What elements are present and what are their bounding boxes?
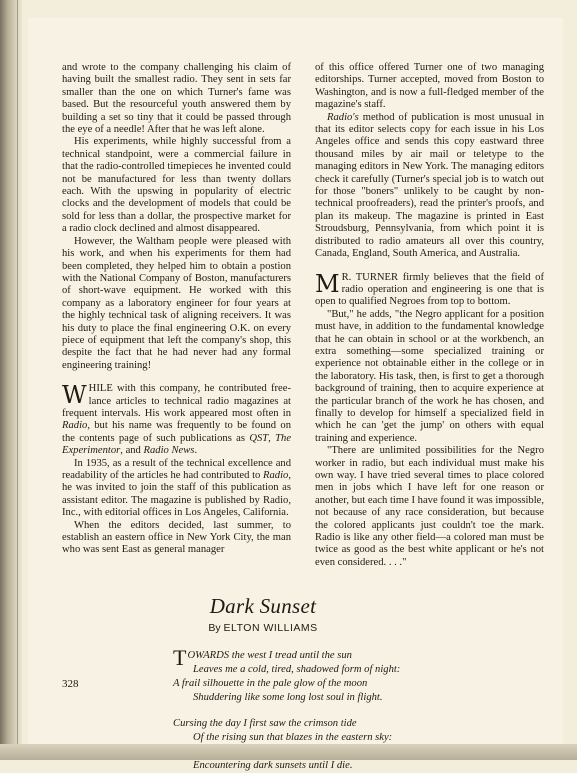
drop-cap: W xyxy=(62,381,87,410)
paragraph: His experiments, while highly successful from a technical standpoint, were a commercial failure in that the radio-controlled timepieces he invented could not be manufactured for less than twenty dollars each. With the upswing in popularity of electric clocks and the development of models that could be sold for less than a dollar, the prospective market for a radio clock declined and almost disappeared. xyxy=(62,136,291,235)
poem-line: Leaves me a cold, tired, shadowed form of night: xyxy=(193,664,401,675)
poem-line: TOWARDS the west I tread until the sun xyxy=(173,645,352,670)
publication-name: The Experimentor xyxy=(62,432,292,457)
drop-cap: M xyxy=(315,269,340,298)
page-number: 328 xyxy=(62,678,79,690)
poem-line: Shuddering like some long lost soul in flight. xyxy=(193,692,383,703)
paragraph: However, the Waltham people were pleased with his work, and when his experiments for them had been completed, they helped him to obtain a postion with the National Company of Boston, manufacturers of short-wave equipment. He worked with this company as a laboratory engineer for four years at the highly technical task of aligning receivers. It was his duty to place the final engineering O.K. on every piece of equipment that left the company's shop, this despite the fact that he had never had any formal engineering training! xyxy=(62,235,291,371)
poem-line: A frail silhouette in the pale glow of the moon xyxy=(173,678,368,689)
publication-name: QST xyxy=(249,432,269,444)
article-columns xyxy=(62,62,544,572)
page-bottom-edge xyxy=(0,744,577,760)
poem-stanza xyxy=(173,645,533,705)
poem-line: Cursing the day I first saw the crimson tide xyxy=(173,718,357,729)
paragraph: "But," he adds, "the Negro applicant for a position must have, in addition to the fundamental knowledge that he can obtain in school or at the workbench, an extra something—some specialized training or experience not obtainable either in the college or in the laboratory. His task, then, is first to get a thorough background of training, then to acquire experience at the particular branch of the work he has chosen, and finally to develop for himself a specialized field in which he can 'get the jump' on others with equal training and experience. xyxy=(315,308,544,444)
publication-name: Radio News xyxy=(143,445,195,457)
paragraph: Radio's method of publication is most unusual in that its editor selects copy for each issue in his Los Angeles office and sends this copy eastward three thousand miles by air mail or teletype to the managing editors in New York. The managing editors check it carefully (Turner's special job is to watch out for those "boners" unlikely to be caught by non-technical proofreaders), read the printer's proofs, and plan its makeup. The magazine is printed in East Stroudsburg, Pennsylvania, from which point it is distributed to radio amateurs all over this country, Canada, England, South America, and Australia. xyxy=(315,111,544,260)
right-column xyxy=(315,62,544,572)
publication-name: Radio's xyxy=(327,111,359,123)
book-binding xyxy=(0,0,22,760)
poem-line: Encountering dark sunsets until I die. xyxy=(193,760,353,771)
magazine-page xyxy=(28,18,563,771)
drop-cap: T xyxy=(173,645,187,670)
paragraph: In 1935, as a result of the technical excellence and readability of the articles he had contributed to Radio, he was invited to join the staff of this publication as assistant editor. The magazine is published by Radio, Inc., with editorial offices in Los Angeles, California. xyxy=(62,457,291,519)
publication-name: Radio xyxy=(62,420,88,432)
paragraph: "There are unlimited possibilities for the Negro worker in radio, but each individual must make his own way. I have tried several times to place colored men in jobs which I have left for one reason or another, but each time I have found it was impossible, not because of any race consideration, but because the colored applicants just couldn't toe the mark. Radio is like any other field—a colored man must be twice as good as the best white applicant or he's not even considered. . . ." xyxy=(315,445,544,568)
poem-author: ELTON WILLIAMS xyxy=(223,622,318,634)
paragraph-with-dropcap: M R. TURNER firmly believes that the field of radio operation and engineering is one that is open to qualified Negroes from top to bottom. xyxy=(315,269,544,308)
poem-byline: By ELTON WILLIAMS xyxy=(208,622,318,634)
left-column xyxy=(62,62,291,572)
paragraph: and wrote to the company challenging his claim of having built the smallest radio. They sent in sets far smaller than the one on which Turner's fame was based. But the resourceful youth answered them by building a set so tiny that it could be passed through the eye of a needle! After that he was left alone. xyxy=(62,62,291,136)
poem-line: Of the rising sun that blazes in the eastern sky: xyxy=(193,732,393,743)
paragraph: of this office offered Turner one of two managing editorships. Turner accepted, moved from Boston to Washington, and is now a full-fledged member of the magazine's staff. xyxy=(315,62,544,111)
publication-name: Radio xyxy=(263,470,289,481)
poem-title: Dark Sunset xyxy=(209,594,317,618)
paragraph-with-dropcap: WHILE with this company, he contributed free-lance articles to technical radio magazines at frequent intervals. His work appeared most often in Radio, but his name was frequently to be found on the contents page of such publications as QST, The Experimentor, and Radio News. xyxy=(62,381,292,457)
paragraph: When the editors decided, last summer, to establish an eastern office in New York City, the man who was sent East as general manager xyxy=(62,519,291,556)
